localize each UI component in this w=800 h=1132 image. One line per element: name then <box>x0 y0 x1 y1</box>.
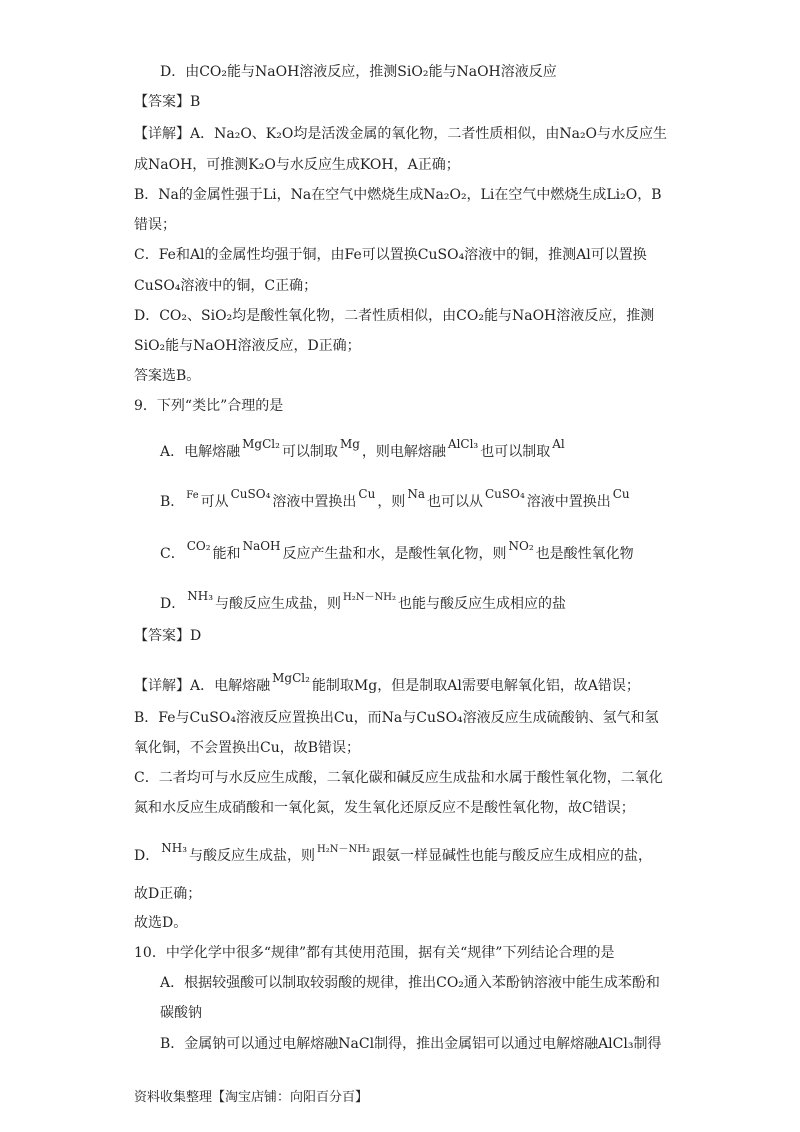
formula: CuSO₄ <box>484 487 525 501</box>
formula: Cu <box>612 487 630 501</box>
conclusion-8: 答案选B。 <box>134 368 201 384</box>
formula: NH₃ <box>161 841 188 855</box>
formula: Na <box>407 487 425 501</box>
conclusion-9: 故选D。 <box>134 915 188 931</box>
explanation-8-line-2: 成NaOH，可推测K₂O与水反应生成KOH，A正确； <box>134 157 460 173</box>
explanation-9-line-1: 【详解】A．电解熔融 MgCl₂ 能制取Mg，但是制取Al需要电解氧化铝，故A错误； <box>134 668 640 696</box>
explanation-9-line-6: D． NH₃ 与酸反应生成盐，则 H₂N－NH₂ 跟氨一样显碱性也能与酸反应生成相应的盐， <box>134 838 652 866</box>
explanation-8-line-6: CuSO₄溶液中的铜，C正确； <box>134 278 318 294</box>
option-9a: A．电解熔融 MgCl₂ 可以制取 Mg ，则电解熔融 AlCl₃ 也可以制取 Al <box>160 434 567 462</box>
explanation-8-line-4: 错误； <box>134 217 176 233</box>
option-10a-line-2: 碳酸钠 <box>160 1005 202 1021</box>
option-10b: B．金属钠可以通过电解熔融NaCl制得，推出金属铝可以通过电解熔融AlCl₃制得 <box>160 1036 662 1052</box>
option-9b: B． Fe 可从 CuSO₄ 溶液中置换出 Cu ，则 Na 也可以从 CuSO₄ 溶液中置换出 Cu <box>160 484 632 512</box>
explanation-9-line-4: C．二者均可与水反应生成酸，二氧化碳和碱反应生成盐和水属于酸性氧化物，二氧化 <box>134 770 663 786</box>
question-9-stem: 9．下列“类比”合理的是 <box>134 398 284 414</box>
option-8d: D．由CO₂能与NaOH溶液反应，推测SiO₂能与NaOH溶液反应 <box>160 64 557 80</box>
explanation-9-line-7: 故D正确； <box>134 886 202 902</box>
formula: CuSO₄ <box>230 487 271 501</box>
formula: NH₃ <box>187 589 214 603</box>
question-10-stem: 10．中学化学中很多“规律”都有其使用范围，据有关“规律”下列结论合理的是 <box>134 945 615 961</box>
explanation-9-line-5: 氮和水反应生成硝酸和一氧化氮，发生氧化还原反应不是酸性氧化物，故C错误； <box>134 800 635 816</box>
formula: Mg <box>339 437 360 451</box>
formula: Fe <box>186 490 199 501</box>
explanation-8-line-5: C．Fe和Al的金属性均强于铜，由Fe可以置换CuSO₄溶液中的铜，推测Al可以置换 <box>134 247 647 263</box>
option-9d: D． NH₃ 与酸反应生成盐，则 H₂N－NH₂ 也能与酸反应生成相应的盐 <box>160 586 566 614</box>
formula: MgCl₂ <box>242 437 280 451</box>
option-9c: C． CO₂ 能和 NaOH 反应产生盐和水，是酸性氧化物，则 NO₂ 也是酸性氧化物 <box>160 536 634 564</box>
footer-source: 资料收集整理【淘宝店铺：向阳百分百】 <box>134 1090 369 1105</box>
explanation-9-line-3: 氧化铜，不会置换出Cu，故B错误； <box>134 740 361 756</box>
explanation-9-line-2: B．Fe与CuSO₄溶液反应置换出Cu，而Na与CuSO₄溶液反应生成硫酸钠、氢气和氢 <box>134 710 659 726</box>
explanation-8-line-1: 【详解】A．Na₂O、K₂O均是活泼金属的氧化物，二者性质相似，由Na₂O与水反应生 <box>134 126 668 142</box>
explanation-8-line-8: SiO₂能与NaOH溶液反应，D正确； <box>134 338 361 354</box>
formula: Cu <box>358 487 376 501</box>
formula: Al <box>552 437 565 451</box>
answer-9: 【答案】D <box>134 628 202 644</box>
formula: AlCl₃ <box>447 437 479 451</box>
explanation-8-line-7: D．CO₂、SiO₂均是酸性氧化物，二者性质相似，由CO₂能与NaOH溶液反应，推测 <box>134 308 655 324</box>
formula: H₂N－NH₂ <box>317 844 370 855</box>
option-10a-line-1: A．根据较强酸可以制取较弱酸的规律，推出CO₂通入苯酚钠溶液中能生成苯酚和 <box>160 975 660 991</box>
answer-8: 【答案】B <box>134 94 201 110</box>
formula: NO₂ <box>508 539 534 553</box>
formula: MgCl₂ <box>272 671 310 685</box>
formula: H₂N－NH₂ <box>343 592 396 603</box>
explanation-8-line-3: B．Na的金属性强于Li，Na在空气中燃烧生成Na₂O₂，Li在空气中燃烧生成Li₂O，B <box>134 187 662 203</box>
formula: CO₂ <box>186 539 211 553</box>
formula: NaOH <box>242 539 281 553</box>
